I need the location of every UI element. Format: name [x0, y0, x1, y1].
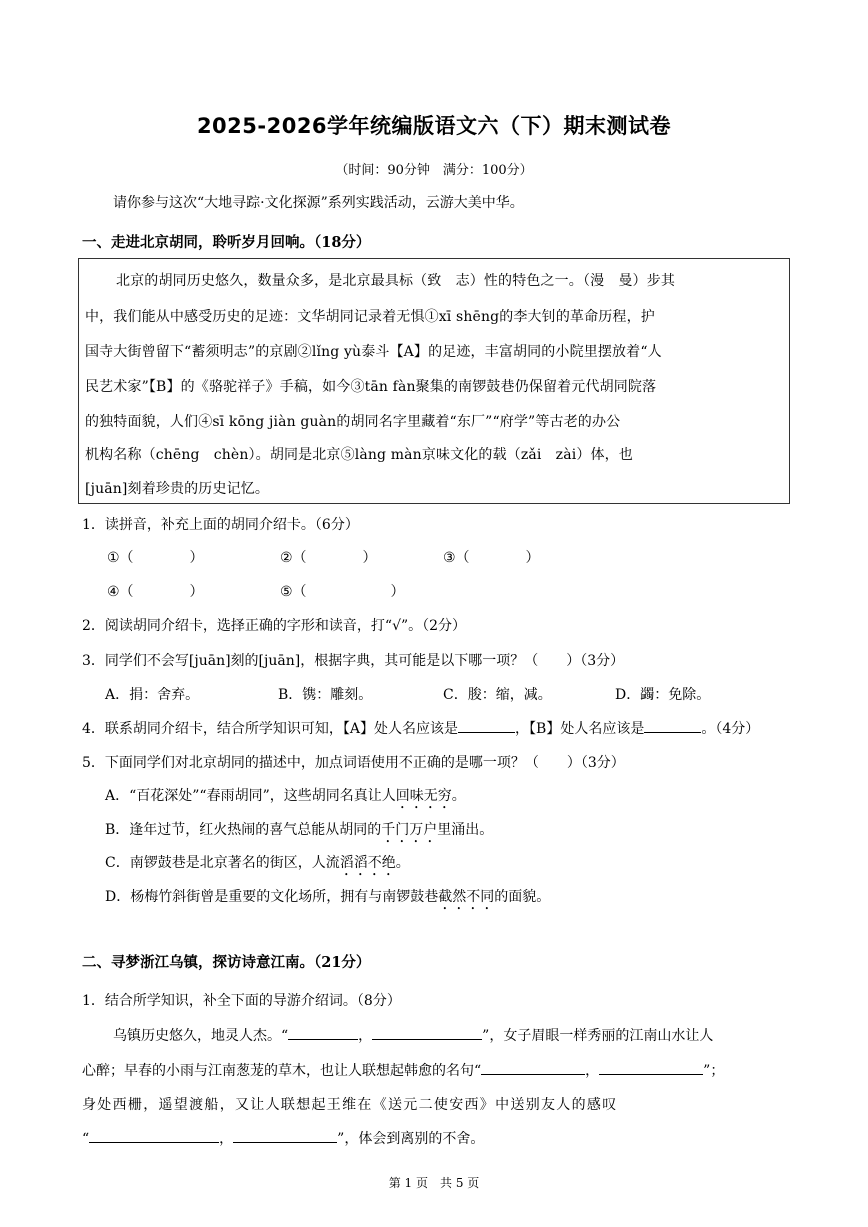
guide-line-3: 身处西栅，遥望渡船，又让人联想起王维在《送元二使安西》中送别友人的感叹 [82, 1097, 618, 1113]
question-4 [82, 718, 759, 738]
blank-a-name[interactable] [458, 718, 515, 733]
page-title: 2025-2026学年统编版语文六（下）期末测试卷 [196, 114, 672, 138]
section1-heading: 一、走进北京胡同，聆听岁月回响。（18分） [82, 234, 371, 251]
poem-blank[interactable] [372, 1025, 482, 1040]
guide-line-2 [82, 1060, 724, 1080]
q5-option-b-text: B．逢年过节，红火热闹的喜气总能从胡同的 [105, 822, 382, 838]
guide-text: ”，女子眉眼一样秀丽的江南山水让人 [482, 1028, 714, 1044]
answer-blank-3[interactable]: ③（ ） [443, 550, 540, 566]
option-b[interactable]: B．镌：雕刻。 [278, 687, 373, 703]
question-1: 1．读拼音，补充上面的胡同介绍卡。（6分） [82, 517, 359, 533]
q5-option-c[interactable] [105, 852, 410, 879]
q5-option-d-end: 的面貌。 [494, 889, 551, 905]
poem-blank[interactable] [89, 1128, 219, 1143]
dotted-phrase: 截然不同 [438, 889, 495, 905]
page-footer: 第 1 页 共 5 页 [388, 1176, 480, 1190]
passage-line: 国寺大街曾留下“蓄须明志”的京剧②lǐng yù泰斗【A】的足迹，丰富胡同的小院里摆放着“人 [85, 344, 662, 360]
q5-option-b-end: 里涌出。 [437, 822, 494, 838]
passage-line: [juān]刻着珍贵的历史记忆。 [85, 481, 270, 497]
question-4-text-a: 4．联系胡同介绍卡，结合所学知识可知，【A】处人名应该是 [82, 721, 459, 737]
guide-text: ， [219, 1131, 234, 1147]
intro-text: 请你参与这次“大地寻踪·文化探源”系列实践活动，云游大美中华。 [113, 195, 524, 211]
answer-blank-4[interactable]: ④（ ） [107, 584, 204, 600]
q5-option-a[interactable] [105, 785, 466, 812]
guide-text: “ [82, 1131, 90, 1147]
passage-line: 民艺术家”【B】的《骆驼祥子》手稿，如今③tān fàn聚集的南锣鼓巷仍保留着元代胡同院落 [85, 379, 657, 395]
poem-blank[interactable] [599, 1060, 703, 1075]
blank-b-name[interactable] [644, 718, 701, 733]
question-2: 2．阅读胡同介绍卡，选择正确的字形和读音，打“√”。（2分） [82, 618, 467, 634]
passage-line: 北京的胡同历史悠久，数量众多，是北京最具标（致 志）性的特色之一。（漫 曼）步其 [116, 273, 675, 289]
q5-option-b[interactable] [105, 819, 493, 846]
guide-text: ”，体会到离别的不舍。 [337, 1131, 485, 1147]
answer-blank-1[interactable]: ①（ ） [107, 550, 204, 566]
guide-line-4 [82, 1128, 484, 1148]
guide-line-1 [113, 1025, 713, 1045]
dotted-phrase: 滔滔不绝 [339, 855, 396, 871]
guide-text: ， [358, 1028, 373, 1044]
answer-blank-2[interactable]: ②（ ） [280, 550, 377, 566]
section2-heading: 二、寻梦浙江乌镇，探访诗意江南。（21分） [82, 954, 371, 971]
dotted-phrase: 千门万户 [381, 822, 438, 838]
q5-option-a-text: A．“百花深处”“春雨胡同”，这些胡同名真让人 [105, 788, 396, 804]
poem-blank[interactable] [288, 1025, 358, 1040]
question-5: 5．下面同学们对北京胡同的描述中，加点词语使用不正确的是哪一项？（ ）（3分） [82, 755, 625, 771]
option-d[interactable]: D．蠲：免除。 [615, 687, 711, 703]
option-c[interactable]: C．朘：缩，减。 [443, 687, 552, 703]
question-4-text-b: ，【B】处人名应该是 [515, 721, 645, 737]
passage-line: 中，我们能从中感受历史的足迹：文华胡同记录着无惧①xī shēng的李大钊的革命历程，护 [85, 309, 655, 325]
option-a[interactable]: A．捐：舍弃。 [105, 687, 200, 703]
guide-text: ”； [703, 1063, 725, 1079]
question-3: 3．同学们不会写[juān]刻的[juān]，根据字典，其可能是以下哪一项？（ ）（3分） [82, 653, 625, 669]
q5-option-c-end: 。 [395, 855, 410, 871]
exam-time-info: （时间：90分钟 满分：100分） [335, 163, 533, 178]
q5-option-d[interactable] [105, 886, 550, 913]
poem-blank[interactable] [481, 1060, 585, 1075]
answer-blank-5[interactable]: ⑤（ ） [280, 584, 405, 600]
q5-option-c-text: C．南锣鼓巷是北京著名的街区，人流 [105, 855, 340, 871]
guide-text: 乌镇历史悠久，地灵人杰。“ [113, 1028, 289, 1044]
guide-text: ， [585, 1063, 600, 1079]
q5-option-a-end: 。 [451, 788, 466, 804]
passage-line: 机构名称（chēng chèn）。胡同是北京⑤làng màn京味文化的载（zǎi zài）体，也 [85, 447, 633, 463]
section2-question-1: 1．结合所学知识，补全下面的导游介绍词。（8分） [82, 993, 401, 1009]
dotted-phrase: 回味无穷 [395, 788, 452, 804]
poem-blank[interactable] [233, 1128, 337, 1143]
guide-text: 心醉；早春的小雨与江南葱茏的草木，也让人联想起韩愈的名句“ [82, 1063, 482, 1079]
question-4-text-c: 。（4分） [701, 721, 760, 737]
passage-line: 的独特面貌，人们④sī kōng jiàn guàn的胡同名字里藏着“东厂”“府学”等古老的办公 [85, 414, 621, 430]
q5-option-d-text: D．杨梅竹斜街曾是重要的文化场所，拥有与南锣鼓巷 [105, 889, 439, 905]
